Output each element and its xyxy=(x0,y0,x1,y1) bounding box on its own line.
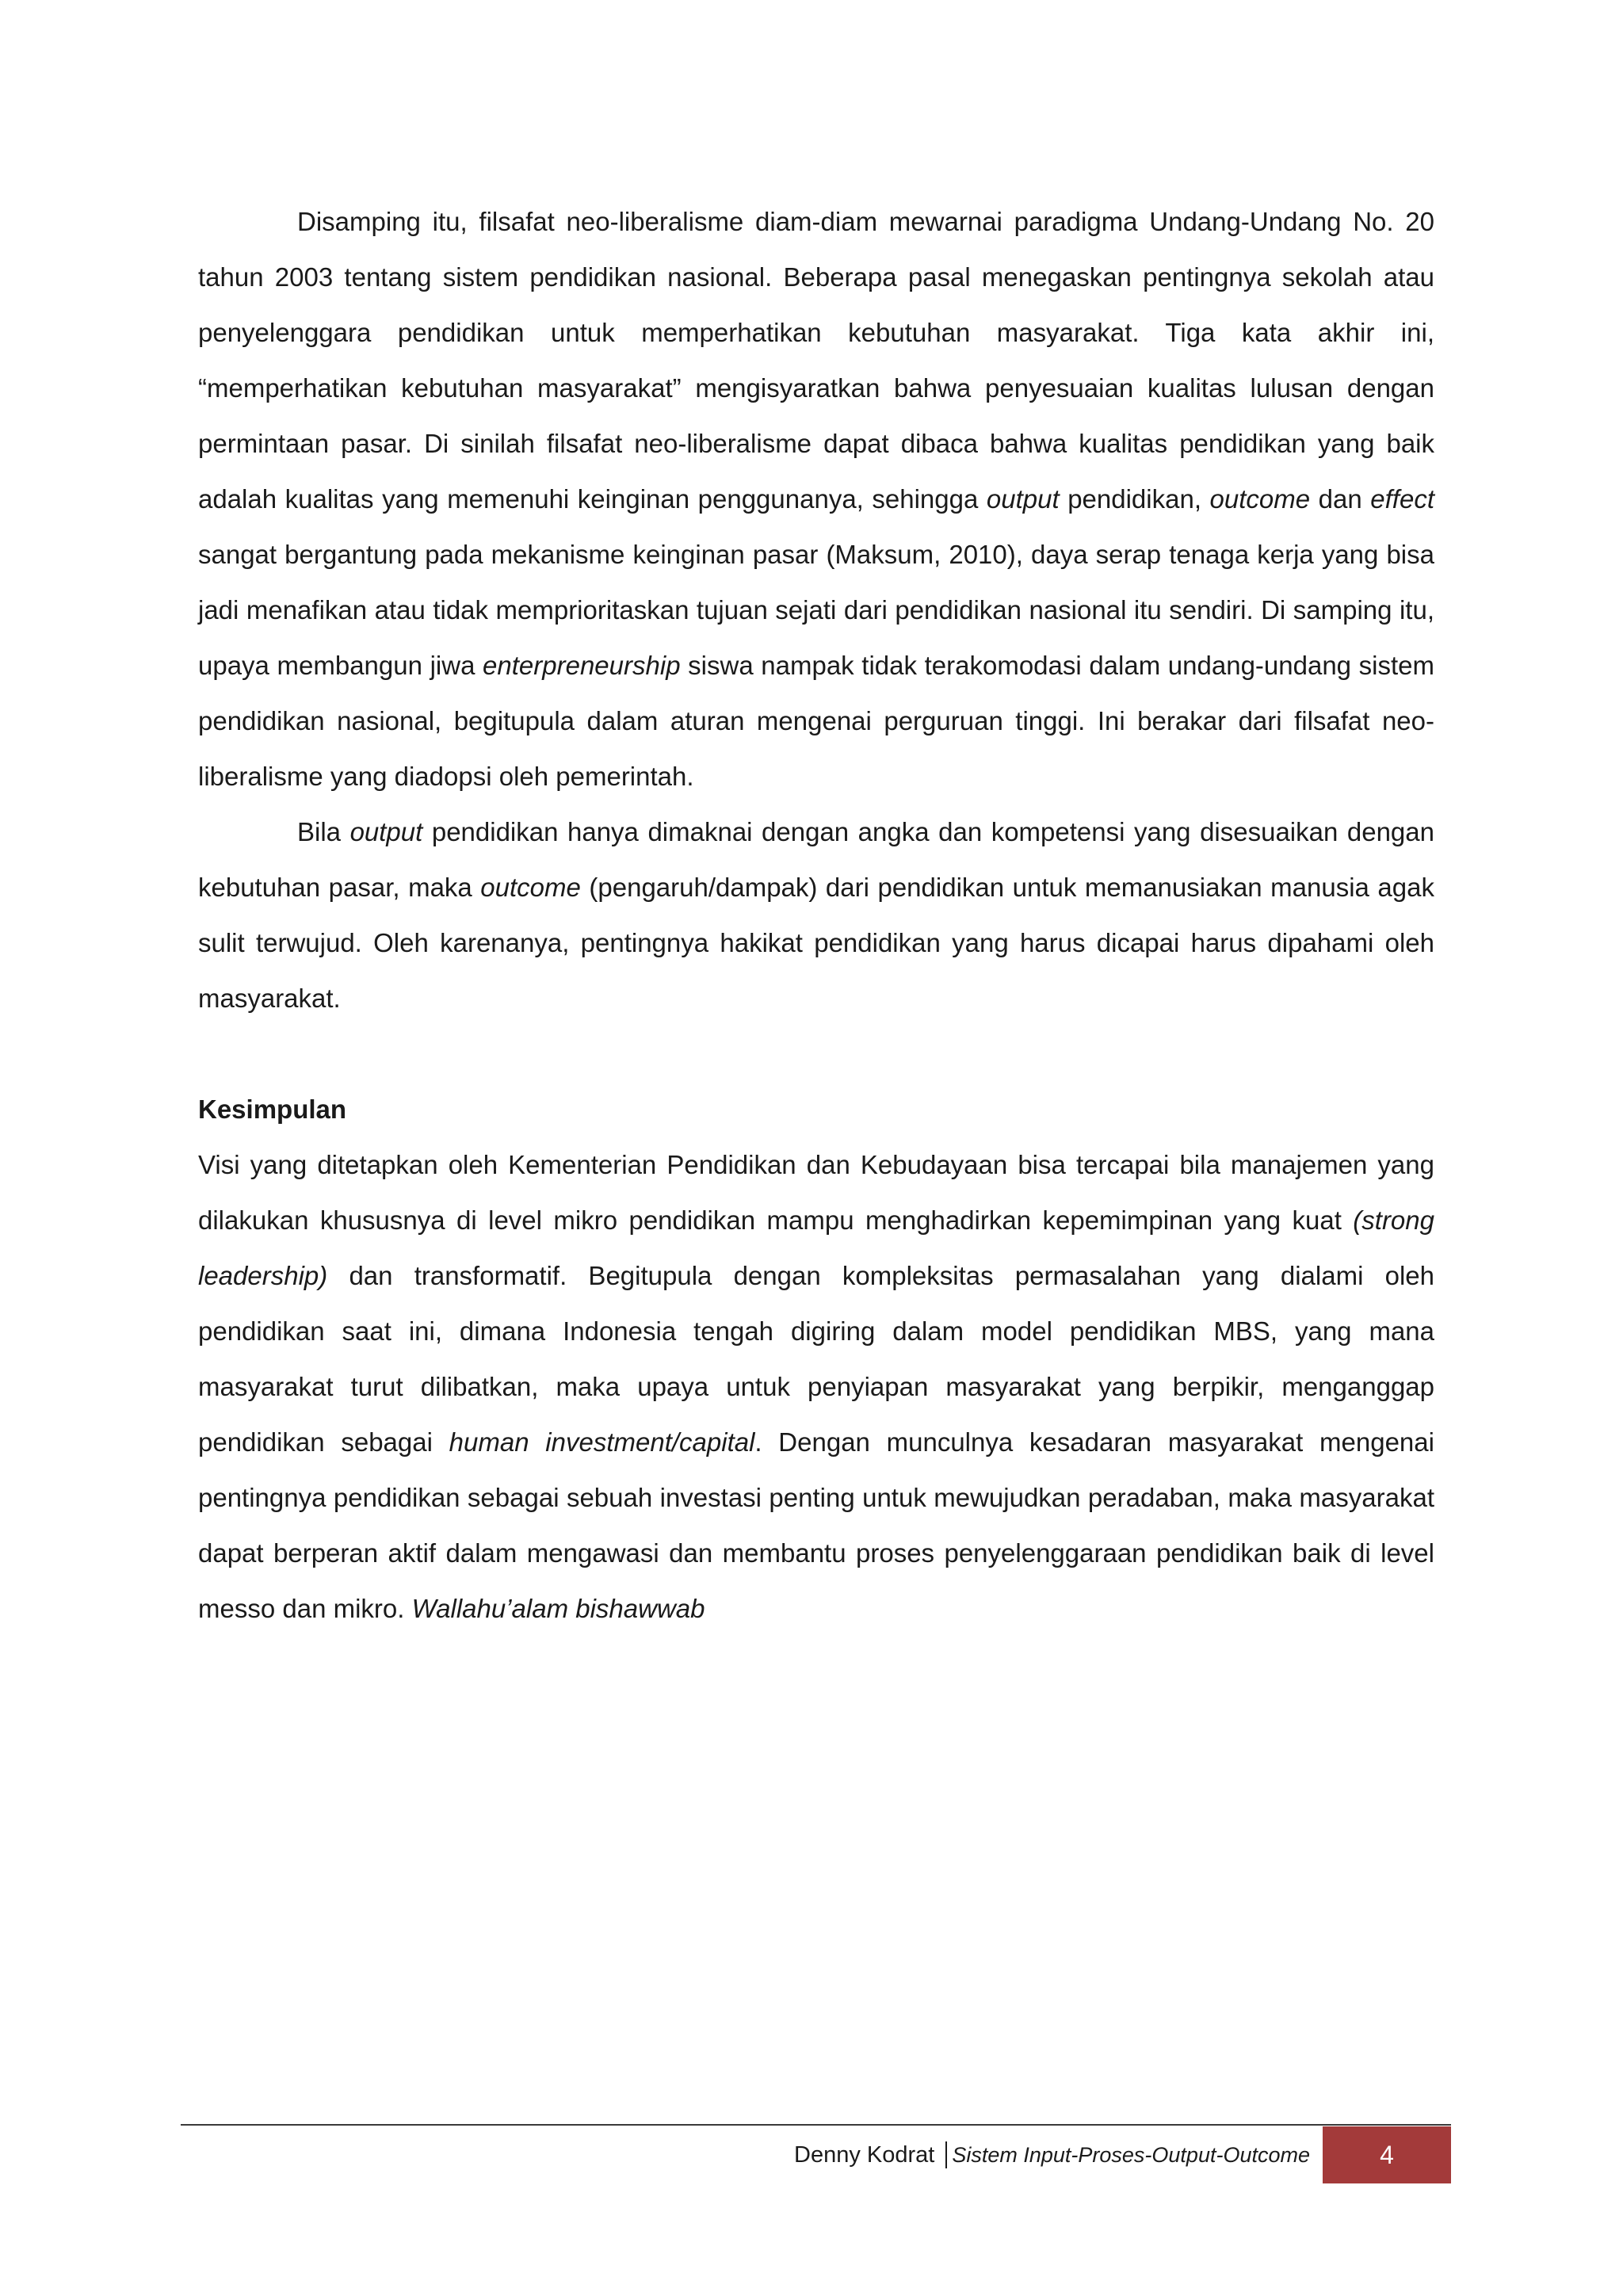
footer-document-title: Sistem Input-Proses-Output-Outcome xyxy=(952,2142,1310,2167)
italic-term: human investment/capital xyxy=(449,1427,755,1457)
text-run: . Dengan munculnya kesadaran masyarakat mengenai pentingnya pendidikan sebagai sebuah investasi penting untuk mewujudkan peradaban, maka masyarakat dapat berperan aktif dalam mengawasi dan membantu proses penyelenggaraan pendidikan baik di level messo dan mikro. xyxy=(198,1427,1434,1623)
text-run: sangat bergantung pada mekanisme keinginan pasar (Maksum, 2010), daya serap tenaga kerja yang bisa jadi menafikan atau tidak memprioritaskan tujuan sejati dari pendidikan nasional itu sendiri. Di samping itu, upaya membangun jiwa xyxy=(198,540,1434,680)
page-footer xyxy=(181,2126,1451,2183)
paragraph-output-outcome xyxy=(198,804,1434,1026)
text-run: Bila xyxy=(297,817,350,846)
italic-term: output xyxy=(986,484,1060,514)
italic-term: outcome xyxy=(1209,484,1311,514)
text-run: dan transformatif. Begitupula dengan kompleksitas permasalahan yang dialami oleh pendidikan saat ini, dimana Indonesia tengah digiring dalam model pendidikan MBS, yang mana masyarakat turut dilibatkan, maka upaya untuk penyiapan masyarakat yang berpikir, menganggap pendidikan sebagai xyxy=(198,1261,1434,1457)
footer-caption xyxy=(794,2126,1310,2183)
text-run: dan xyxy=(1310,484,1371,514)
italic-term: Wallahu’alam bishawwab xyxy=(411,1594,705,1623)
section-heading-kesimpulan: Kesimpulan xyxy=(198,1095,347,1124)
text-run: (pengaruh/dampak) dari pendidikan untuk memanusiakan manusia agak sulit terwujud. Oleh karenanya, pentingnya hakikat pendidikan yang harus dicapai harus dipahami oleh masyarakat. xyxy=(198,873,1434,1013)
italic-term: effect xyxy=(1370,484,1434,514)
text-run: pendidikan hanya dimaknai dengan angka dan kompetensi yang disesuaikan dengan kebutuhan pasar, maka xyxy=(198,817,1434,902)
footer-author: Denny Kodrat xyxy=(794,2141,935,2168)
italic-term: enterpreneurship xyxy=(483,651,681,680)
text-run: pendidikan, xyxy=(1059,484,1210,514)
page-number: 4 xyxy=(1380,2140,1394,2169)
text-run: siswa nampak tidak terakomodasi dalam undang-undang sistem pendidikan nasional, begitupula dalam aturan mengenai perguruan tinggi. Ini berakar dari filsafat neo-liberalisme yang diadopsi oleh pemerintah. xyxy=(198,651,1434,791)
footer-divider xyxy=(181,2124,1451,2126)
italic-term: outcome xyxy=(480,873,581,902)
footer-separator xyxy=(945,2141,947,2168)
text-run: Disamping itu, filsafat neo-liberalisme diam-diam mewarnai paradigma Undang-Undang No. 20 tahun 2003 tentang sistem pendidikan nasional. Beberapa pasal menegaskan pentingnya sekolah atau penyelenggara pendidikan untuk memperhatikan kebutuhan masyarakat. Tiga kata akhir ini, “memperhatikan kebutuhan masyarakat” mengisyaratkan bahwa penyesuaian kualitas lulusan dengan permintaan pasar. Di sinilah filsafat neo-liberalisme dapat dibaca bahwa kualitas pendidikan yang baik adalah kualitas yang memenuhi keinginan penggunanya, sehingga xyxy=(198,207,1434,514)
paragraph-neoliberalisme xyxy=(198,194,1434,804)
page-number-badge xyxy=(1323,2126,1451,2183)
italic-term: (strong leadership) xyxy=(198,1205,1434,1290)
text-run: Visi yang ditetapkan oleh Kementerian Pendidikan dan Kebudayaan bisa tercapai bila manajemen yang dilakukan khususnya di level mikro pendidikan mampu menghadirkan kepemimpinan yang kuat xyxy=(198,1150,1434,1235)
paragraph-kesimpulan xyxy=(198,1137,1434,1637)
document-body xyxy=(198,194,1434,1637)
italic-term: output xyxy=(349,817,423,846)
